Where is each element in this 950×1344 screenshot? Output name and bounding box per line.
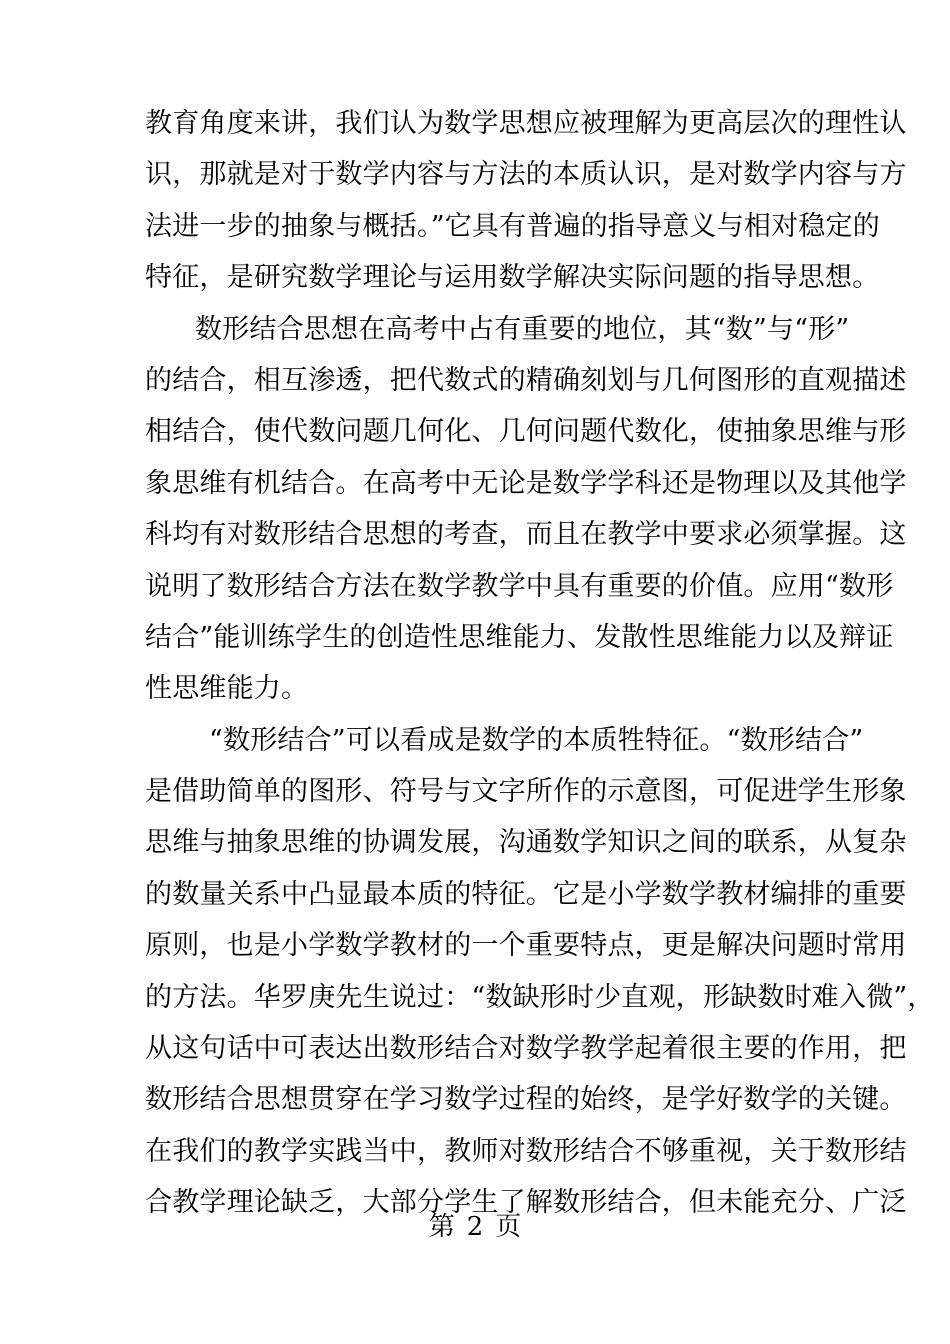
text-line: 相结合，使代数问题几何化、几何问题代数化，使抽象思维与形: [145, 416, 907, 448]
text-line: 思维与抽象思维的协调发展，沟通数学知识之间的联系，从复杂: [145, 827, 907, 859]
text-line: 说明了数形结合方法在数学教学中具有重要的价值。应用“数形: [145, 570, 894, 602]
text-line: 结合”能训练学生的创造性思维能力、发散性思维能力以及辩证: [145, 621, 894, 653]
page-number-suffix: 页: [495, 1212, 522, 1242]
text-line: 数形结合思想贯穿在学习数学过程的始终，是学好数学的关键。: [145, 1084, 907, 1116]
text-line: 特征，是研究数学理论与运用数学解决实际问题的指导思想。: [145, 262, 880, 294]
text-line: 是借助简单的图形、符号与文字所作的示意图，可促进学生形象: [145, 776, 907, 808]
text-line: 在我们的教学实践当中，教师对数形结合不够重视，关于数形结: [145, 1135, 907, 1167]
text-line: 教育角度来讲，我们认为数学思想应被理解为更高层次的理性认: [145, 108, 907, 139]
text-line: 法进一步的抽象与概括。”它具有普遍的指导意义与相对稳定的: [145, 210, 880, 242]
page-number-prefix: 第: [428, 1212, 455, 1242]
text-line: 从这句话中可表达出数形结合对数学教学起着很主要的作用，把: [145, 1033, 907, 1065]
text-line: 象思维有机结合。在高考中无论是数学学科还是物理以及其他学: [145, 467, 907, 499]
text-line: 科均有对数形结合思想的考查，而且在教学中要求必须掌握。这: [145, 519, 907, 551]
text-line: 性思维能力。: [145, 673, 309, 705]
text-line: 合教学理论缺乏，大部分学生了解数形结合，但未能充分、广泛: [145, 1187, 907, 1219]
text-line: 原则，也是小学数学教材的一个重要特点，更是解决问题时常用: [145, 930, 907, 962]
paragraph-start-line: 数形结合思想在高考中占有重要的地位，其“数”与“形”: [195, 313, 850, 345]
text-line: 的数量关系中凸显最本质的特征。它是小学数学教材编排的重要: [145, 878, 907, 910]
page-footer: [0, 1209, 950, 1245]
text-line: 识，那就是对于数学内容与方法的本质认识，是对数学内容与方: [145, 159, 907, 191]
page-number: 2: [466, 1212, 484, 1242]
text-line: 的方法。华罗庚先生说过：“数缺形时少直观，形缺数时难入微”，: [145, 981, 935, 1013]
body-text: [145, 98, 935, 1229]
paragraph-start-line: “数形结合”可以看成是数学的本质牲特征。“数形结合”: [209, 724, 864, 756]
text-line: 的结合，相互渗透，把代数式的精确刻划与几何图形的直观描述: [145, 364, 907, 396]
